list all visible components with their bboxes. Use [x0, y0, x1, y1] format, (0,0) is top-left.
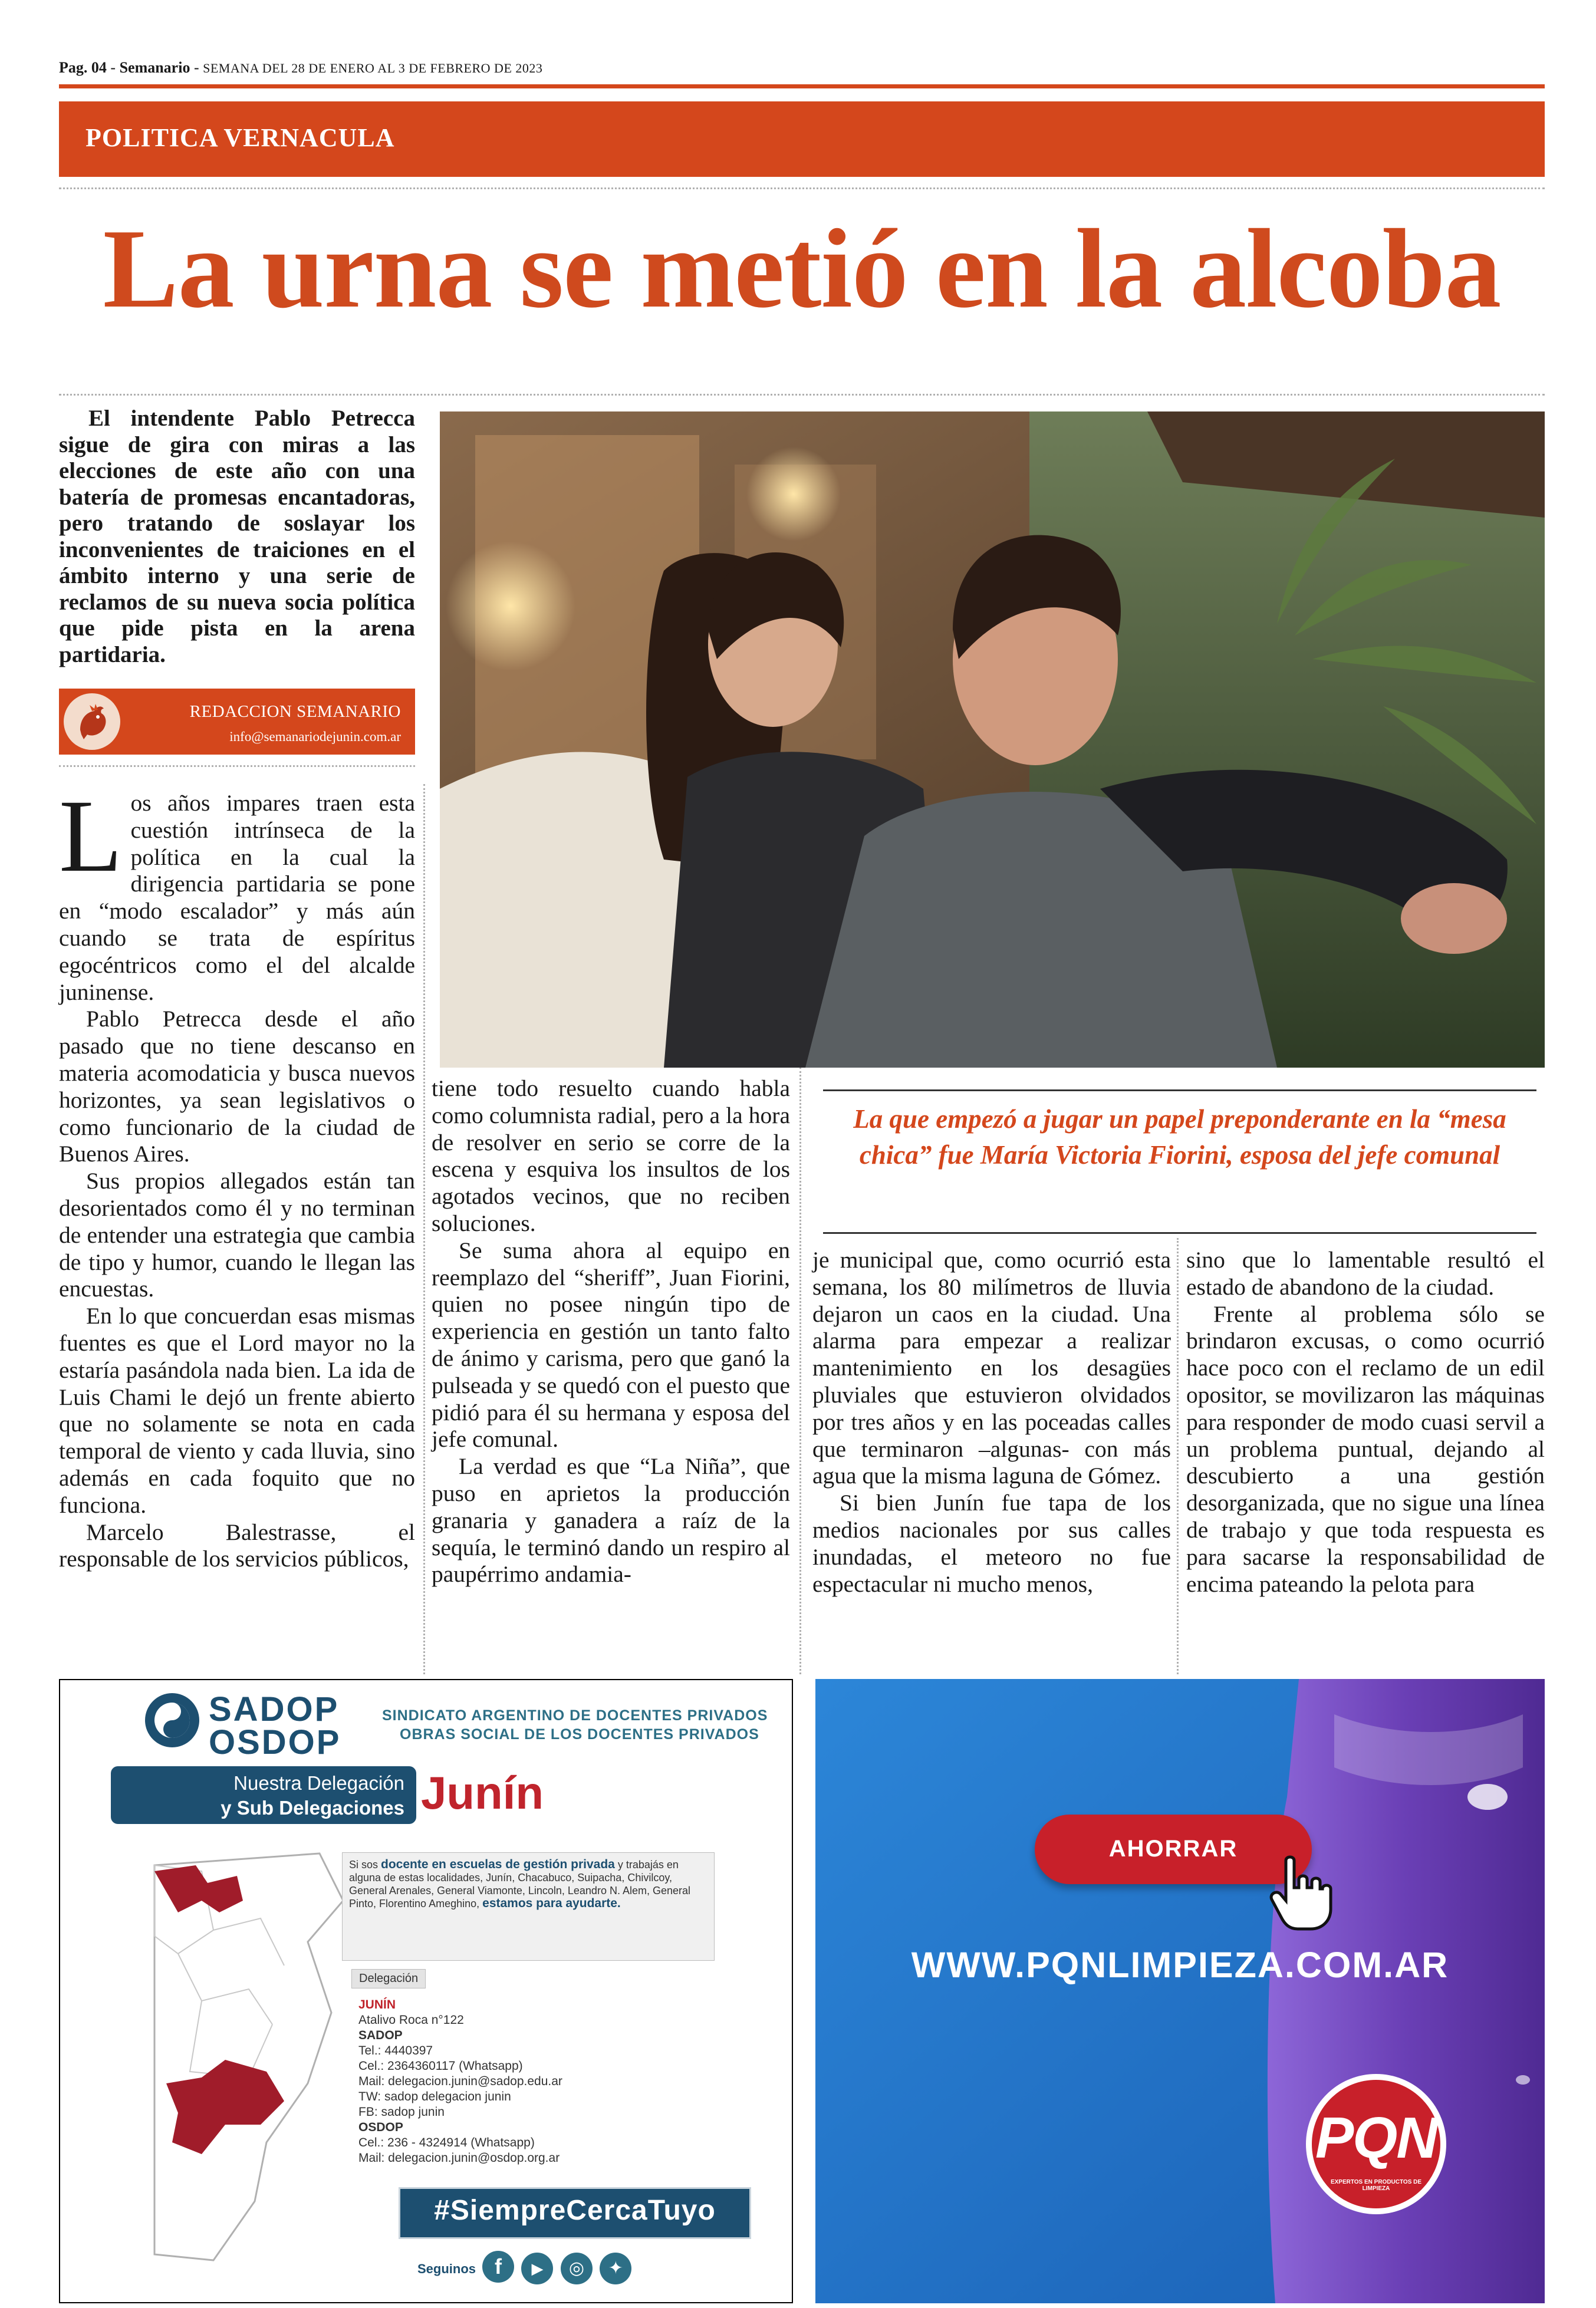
- photo-caption: La que empezó a jugar un papel preponderante en la “mesa chica” fue María Victoria Fiorini, esposa del jefe comunal: [853, 1104, 1506, 1170]
- sadop-logo-text: SADOP: [209, 1690, 340, 1728]
- drop-cap: L: [59, 779, 123, 894]
- delegacion-line-2: y Sub Delegaciones: [221, 1797, 404, 1819]
- rooster-icon: [64, 693, 120, 750]
- twitter-icon[interactable]: ✦: [600, 2253, 631, 2284]
- article-paragraph: En lo que concuerdan esas mismas fuentes es que el Lord mayor no la estaría pasándola nada bien. La ida de Luis Chami le dejó un frente abierto que no solamente se nota en cada temporal de viento y cada lluvia, sino además en cada foquito que no funciona.: [59, 1303, 415, 1518]
- article-photo: [440, 411, 1545, 1068]
- instagram-icon[interactable]: ◎: [561, 2253, 593, 2284]
- pqn-logo-text: PQN: [1315, 2105, 1437, 2170]
- contact-line: Mail: delegacion.junin@sadop.edu.ar: [358, 2075, 562, 2088]
- article-paragraph: Si bien Junín fue tapa de los medios nacionales por sus calles inundadas, el meteoro no fue espectacular ni mucho menos,: [812, 1490, 1171, 1597]
- info-text-highlight: estamos para ayudarte.: [482, 1897, 621, 1910]
- contact-line: JUNÍN: [358, 1998, 396, 2011]
- divider: [59, 187, 1545, 189]
- page-number: Pag. 04: [59, 59, 107, 76]
- column-separator: [1177, 1238, 1179, 1674]
- sadop-logo-icon: [143, 1691, 202, 1750]
- contact-line: OSDOP: [358, 2121, 403, 2134]
- column-separator: [799, 1067, 801, 1674]
- pqn-advertisement[interactable]: [815, 1679, 1545, 2303]
- info-text: [349, 1858, 706, 1910]
- header-separator: -: [106, 59, 120, 76]
- contact-line: Mail: delegacion.junin@osdop.org.ar: [358, 2151, 560, 2165]
- issue-week: SEMANA DEL 28 DE ENERO AL 3 DE FEBRERO DE 2023: [203, 61, 543, 75]
- section-label: POLITICA VERNACULA: [85, 123, 395, 152]
- obra-social-line: OBRAS SOCIAL DE LOS DOCENTES PRIVADOS: [400, 1726, 759, 1743]
- hashtag-text: #SiempreCercaTuyo: [434, 2195, 716, 2226]
- info-text-highlight: docente en escuelas de gestión privada: [381, 1858, 615, 1871]
- header-rule: [59, 84, 1545, 88]
- sadop-advertisement[interactable]: [59, 1679, 793, 2303]
- youtube-icon[interactable]: ▶: [521, 2253, 553, 2284]
- sindicato-line: SINDICATO ARGENTINO DE DOCENTES PRIVADOS: [382, 1707, 768, 1724]
- article-paragraph: tiene todo resuelto cuando habla como columnista radial, pero a la hora de resolver en serio se corre de la escena y esquiva los insultos de los agotados vecinos, que no reciben soluciones.: [432, 1075, 790, 1236]
- publication-name: Semanario: [119, 59, 190, 76]
- author-email[interactable]: info@semanariodejunin.com.ar: [229, 729, 401, 744]
- couple-photo: [440, 411, 1545, 1068]
- article-paragraph: Sus propios allegados están tan desorientados como él y no terminan de entender una estrategia que cambia de tipo y humor, cuando le llegan las encuestas.: [59, 1168, 415, 1302]
- contact-block: [358, 1997, 562, 2166]
- divider: [59, 394, 1545, 396]
- contact-line: Tel.: 4440397: [358, 2044, 433, 2057]
- city-name: Junín: [421, 1767, 544, 1819]
- hand-cursor-icon: [1268, 1855, 1334, 1931]
- article-paragraph: sino que lo lamentable resultó el estado de abandono de la ciudad.: [1186, 1247, 1545, 1300]
- article-headline: La urna se metió en la alcoba: [103, 206, 1501, 331]
- info-text-part: Si sos: [349, 1859, 381, 1871]
- article-column-1: [59, 779, 415, 1668]
- contact-line: TW: sadop delegacion junin: [358, 2090, 511, 2103]
- pqn-tagline: EXPERTOS EN PRODUCTOS DE LIMPIEZA: [1330, 2179, 1422, 2192]
- article-column-3: [812, 1247, 1171, 1668]
- ahorrar-label: AHORRAR: [1108, 1836, 1238, 1862]
- detergent-bottle-graphic: [815, 1679, 1545, 2303]
- facebook-icon[interactable]: f: [482, 2251, 514, 2283]
- article-paragraph: [59, 779, 415, 1006]
- article-column-4: [1186, 1247, 1545, 1668]
- delegacion-tab: Delegación: [351, 1969, 426, 1988]
- follow-label: Seguinos: [417, 2261, 476, 2276]
- article-paragraph: Se suma ahora al equipo en reemplazo del “sheriff”, Juan Fiorini, quien no posee ningún tipo de experiencia en gestión un tanto falto de ánimo y carisma, pero que ganó la pulseada y se quedó con el puesto que pidió para él su hermana y esposa del jefe comunal.: [432, 1237, 790, 1453]
- delegacion-line-1: Nuestra Delegación: [233, 1772, 404, 1794]
- divider: [59, 765, 415, 767]
- article-paragraph: Pablo Petrecca desde el año pasado que no tiene descanso en materia acomodaticia y busca nuevos horizontes, ya sean legislativos o como funcionario de la ciudad de Buenos Aires.: [59, 1006, 415, 1167]
- article-paragraph: je municipal que, como ocurrió esta semana, los 80 milímetros de lluvia dejaron un caos en la ciudad. Una alarma para empezar a realizar mantenimiento en los desagües pluviales que estuvieron olvidados por tres años y en las poceadas calles que terminaron –algunas- con más agua que la misma laguna de Gómez.: [812, 1247, 1171, 1489]
- author-name: REDACCION SEMANARIO: [189, 702, 401, 721]
- caption-rule: [823, 1232, 1536, 1234]
- header-separator: -: [190, 59, 203, 76]
- contact-line: Atalivo Roca n°122: [358, 2013, 464, 2027]
- page-header: [59, 59, 1545, 77]
- info-text-part: y trabajás en alguna de estas localidades, Junín, Chacabuco, Suipacha, Chivilcoy, General Arenales, General Viamonte, Lincoln, Leandro N. Alem, General Pinto, Florentino Ameghino,: [349, 1859, 691, 1909]
- social-icons: [482, 2251, 631, 2284]
- article-paragraph: La verdad es que “La Niña”, que puso en aprietos la producción granaria y ganadera a raíz de la sequía, le terminó dando un respiro al paupérrimo andamia-: [432, 1453, 790, 1588]
- contact-line: FB: sadop junin: [358, 2105, 445, 2119]
- article-paragraph: Marcelo Balestrasse, el responsable de los servicios públicos,: [59, 1519, 415, 1572]
- contact-line: Cel.: 2364360117 (Whatsapp): [358, 2059, 523, 2073]
- caption-rule: [823, 1089, 1536, 1091]
- article-column-2: [432, 1075, 790, 1668]
- author-logo: [64, 693, 120, 750]
- article-lead: El intendente Pablo Petrecca sigue de gira con miras a las elecciones de este año con una batería de promesas encantadoras, pero tratando de soslayar los inconvenientes de traiciones en el ámbito interno y una serie de reclamos de su nueva socia política que pide pista en la arena partidaria.: [59, 406, 415, 667]
- contact-line: Cel.: 236 - 4324914 (Whatsapp): [358, 2136, 535, 2149]
- paragraph-text: os años impares traen esta cuestión intrínseca de la política en la cual la dirigencia partidaria se pone en “modo escalador” y más aún cuando se trata de espíritus egocéntricos como el del alcalde juninense.: [59, 790, 415, 1005]
- pqn-url[interactable]: WWW.PQNLIMPIEZA.COM.AR: [911, 1945, 1449, 1985]
- contact-line: SADOP: [358, 2029, 403, 2042]
- column-separator: [423, 784, 425, 1674]
- article-paragraph: Frente al problema sólo se brindaron excusas, o como ocurrió hace poco con el reclamo de un edil opositor, se movilizaron las máquinas para responder de modo cuasi servil a un problema puntual, dejando al descubierto a una gestión desorganizada, que no sigue una línea de trabajo y que toda respuesta es para sacarse la responsabilidad de encima pateando la pelota para: [1186, 1300, 1545, 1597]
- osdop-logo-text: OSDOP: [209, 1723, 341, 1762]
